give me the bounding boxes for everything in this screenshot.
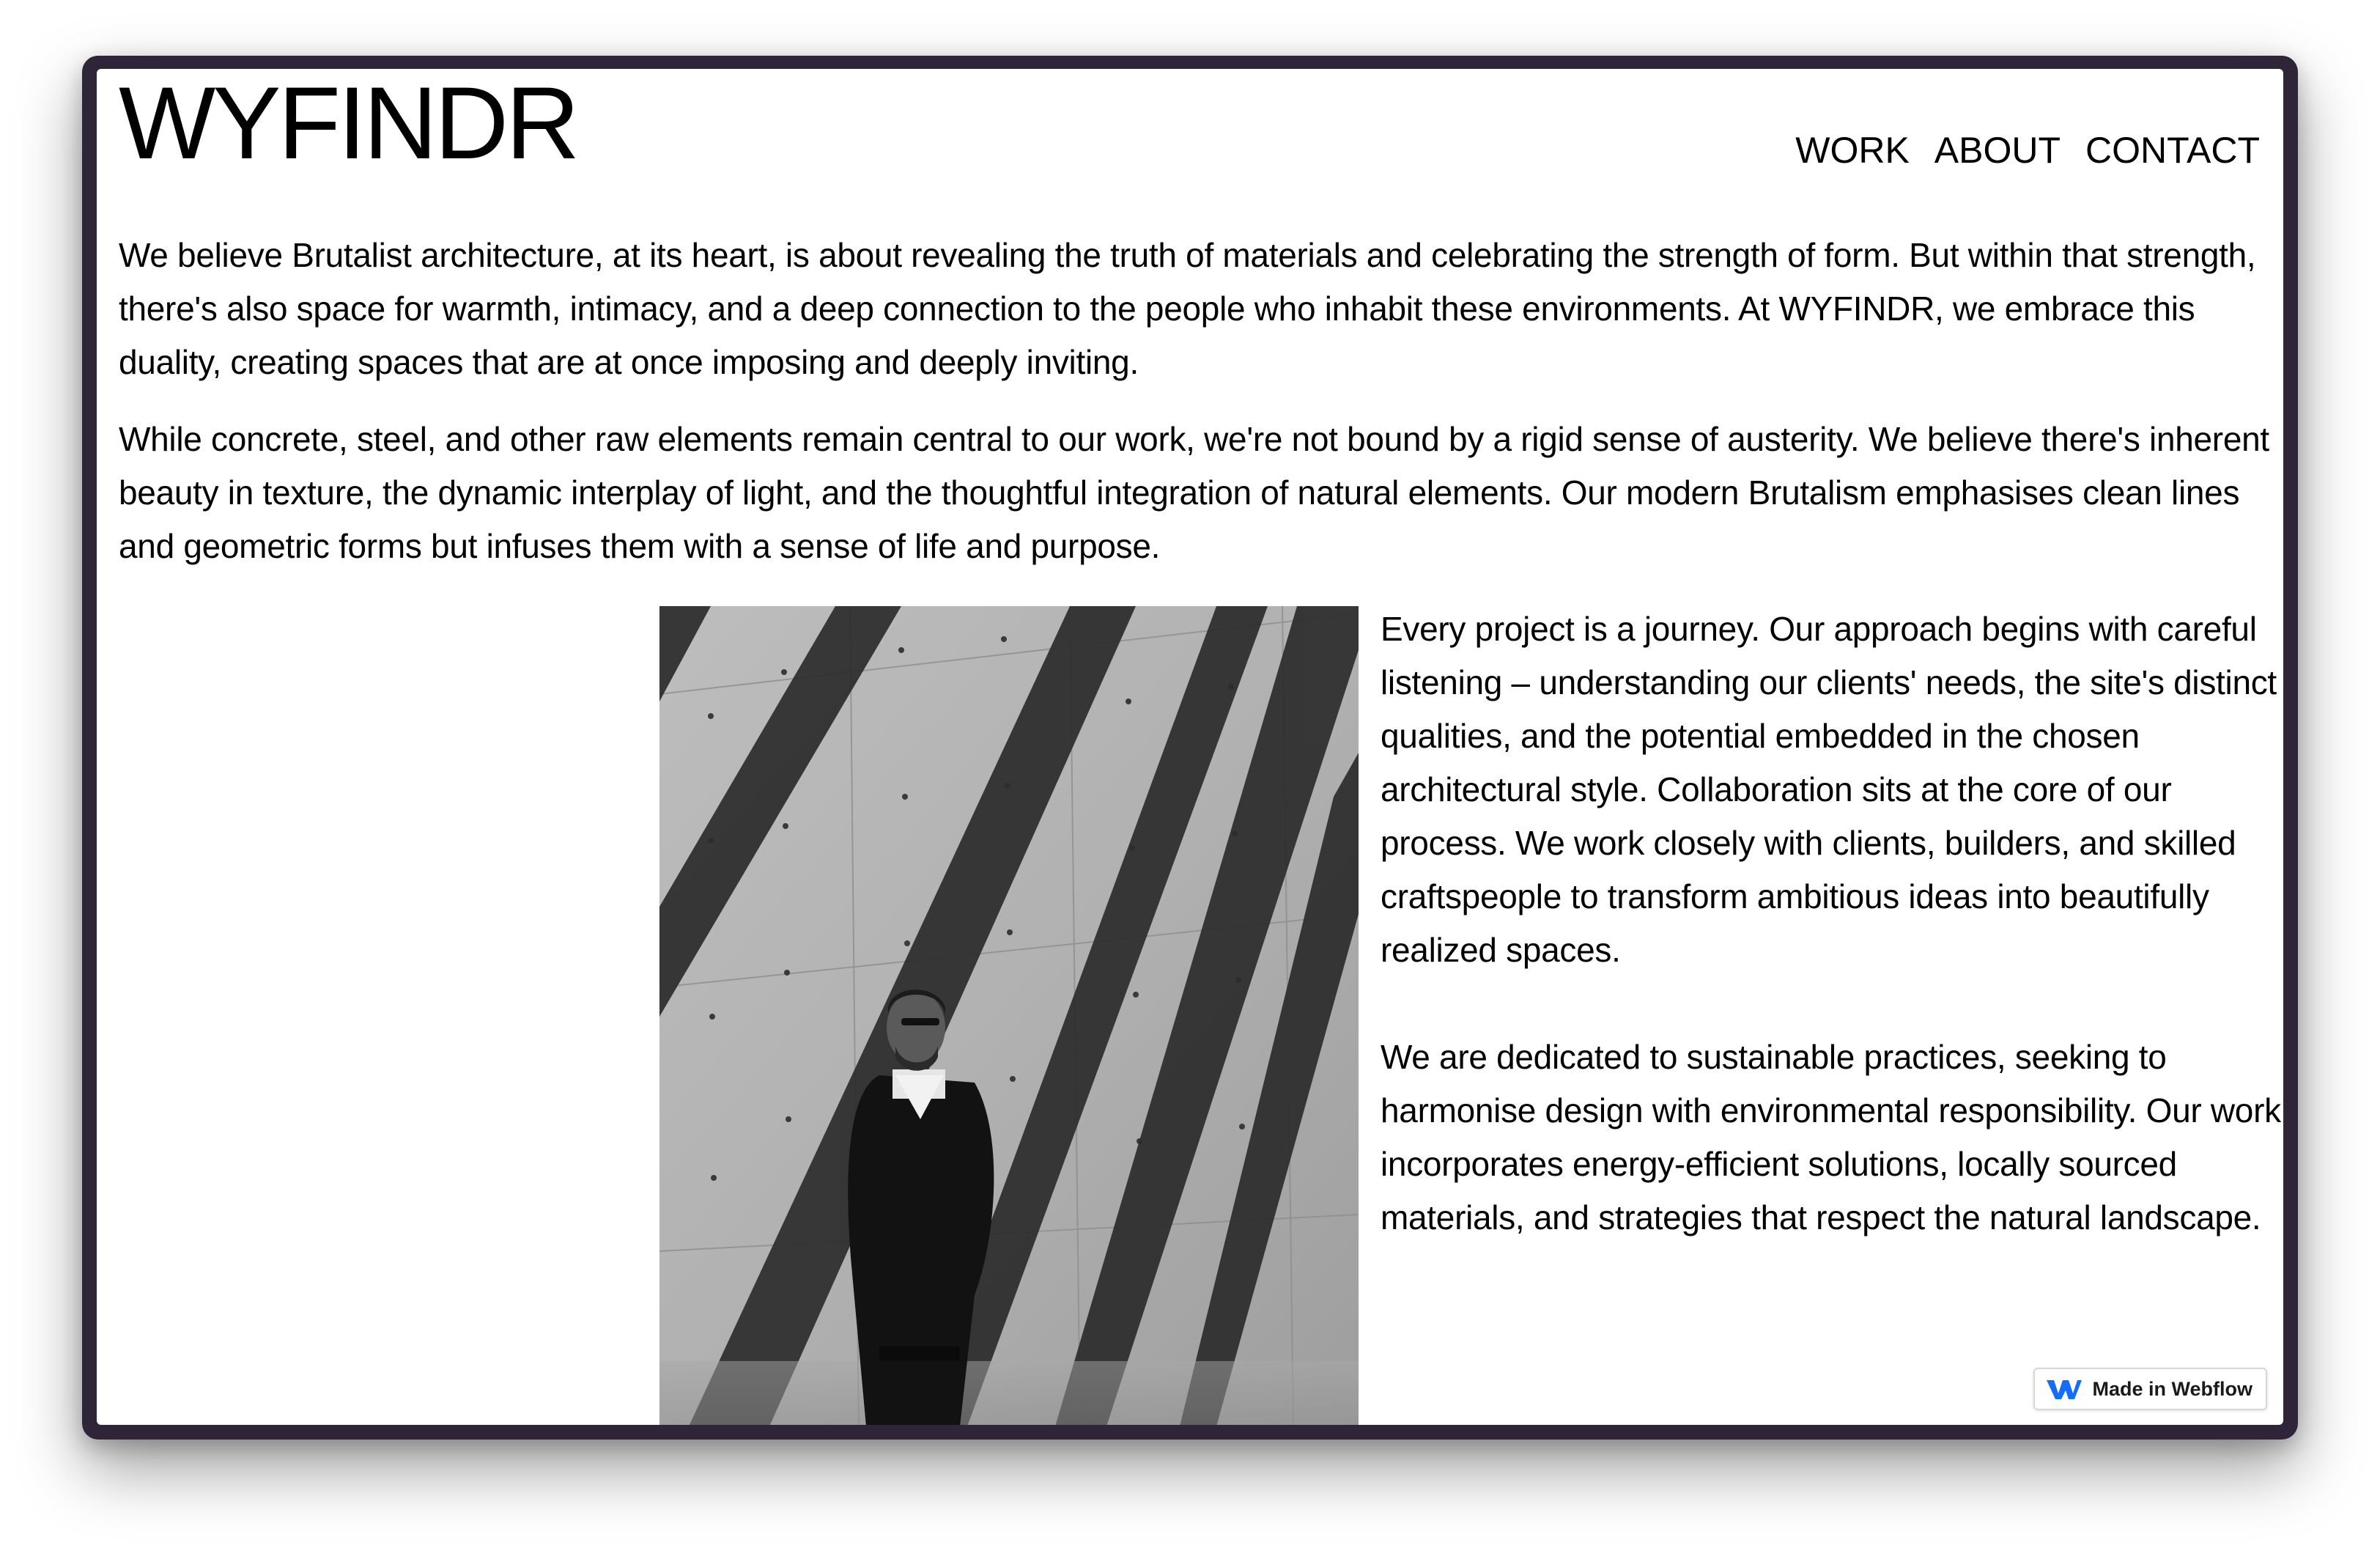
nav-item-about	[1934, 126, 2061, 174]
nav-item-contact	[2085, 126, 2260, 174]
site-logo[interactable]: WYFINDR	[119, 69, 577, 180]
nav-link-about[interactable]: ABOUT	[1934, 130, 2061, 171]
hero-photo	[659, 606, 1359, 1425]
browser-window	[82, 56, 2298, 1440]
photo-man-concrete-wall	[659, 606, 1359, 1425]
nav-item-work	[1795, 126, 1910, 174]
webflow-icon	[2045, 1377, 2083, 1401]
made-in-webflow-badge[interactable]	[2033, 1368, 2267, 1410]
intro-section	[119, 229, 2273, 597]
nav-link-contact[interactable]: CONTACT	[2085, 130, 2260, 171]
side-paragraph-1: Every project is a journey. Our approach begins with careful listening – understanding our clients' needs, the site's distinct qualities, and the potential embedded in the chosen architectural style. Collaboration sits at the core of our process. We work closely with clients, builders, and skilled craftspeople to transform ambitious ideas into beautifully realized spaces.	[1381, 610, 2277, 969]
side-paragraph-2: We are dedicated to sustainable practices, seeking to harmonise design with environmental responsibility. Our work incorporates energy-efficient solutions, locally sourced materials, and strategies that respect the natural landscape.	[1381, 1038, 2281, 1236]
intro-paragraph-2: While concrete, steel, and other raw elements remain central to our work, we're not bound by a rigid sense of austerity. We believe there's inherent beauty in texture, the dynamic interplay of light, and the thoughtful integration of natural elements. Our modern Brutalism emphasises clean lines and geometric forms but infuses them with a sense of life and purpose.	[119, 420, 2269, 565]
web-page	[97, 69, 2283, 1425]
intro-paragraph-1: We believe Brutalist architecture, at its heart, is about revealing the truth of materials and celebrating the strength of form. But within that strength, there's also space for warmth, intimacy, and a deep connection to the people who inhabit these environments. At WYFINDR, we embrace this duality, creating spaces that are at once imposing and deeply inviting.	[119, 236, 2256, 381]
side-text-section	[1381, 602, 2283, 1298]
badge-label: Made in Webflow	[2092, 1377, 2252, 1400]
nav-link-work[interactable]: WORK	[1795, 130, 1910, 171]
main-nav	[1795, 126, 2260, 174]
